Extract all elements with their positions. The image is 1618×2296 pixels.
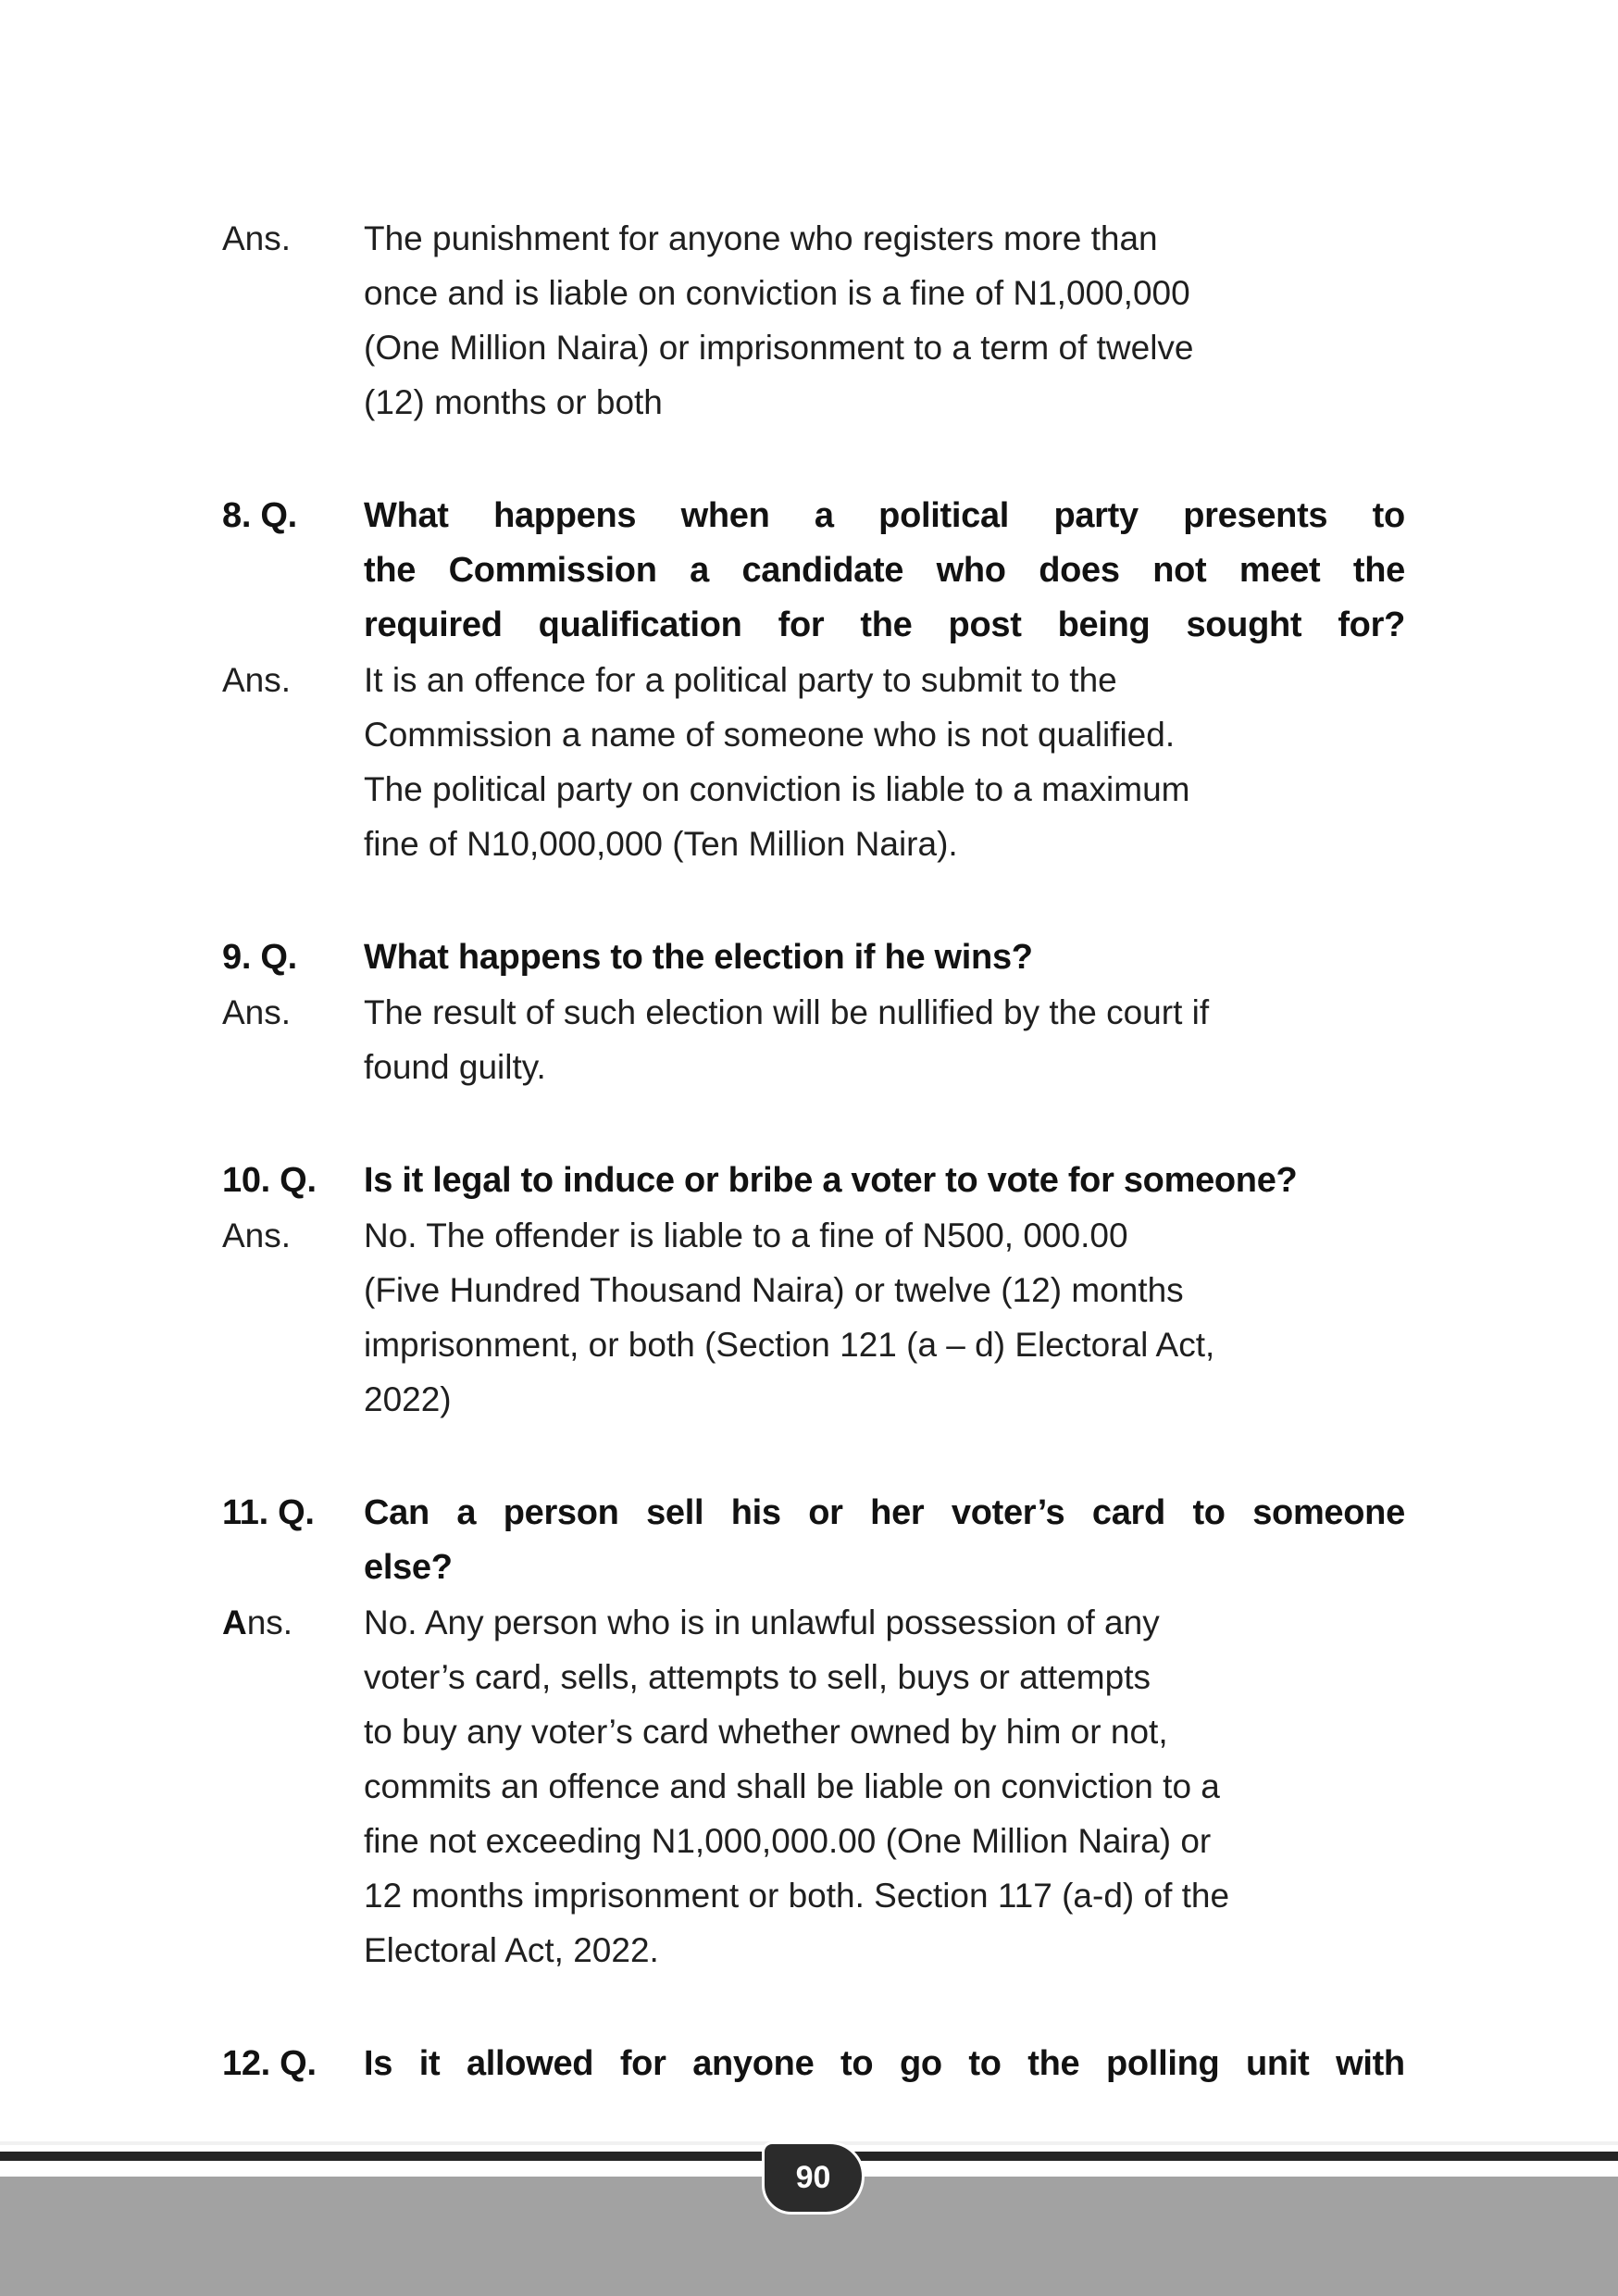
question-text <box>364 2037 1405 2091</box>
answer-label: Ans. <box>222 993 292 1031</box>
text-line: Is it allowed for anyone to go to the polling unit with <box>364 2044 1405 2083</box>
answer-text <box>364 1595 1405 1978</box>
text-line: Electoral Act, 2022. <box>364 1931 659 1969</box>
text-line: the Commission a candidate who does not meet the <box>364 551 1405 590</box>
question-part <box>222 489 1405 653</box>
question-text <box>364 489 1405 653</box>
text-line: found guilty. <box>364 1048 546 1086</box>
qa-section <box>222 1154 1405 1427</box>
question-label: 10. Q. <box>222 1161 317 1200</box>
question-part <box>222 1154 1405 1208</box>
text-line: commits an offence and shall be liable on conviction to a <box>364 1767 1220 1805</box>
text-line: No. Any person who is in unlawful possession of any <box>364 1603 1160 1641</box>
text-line: What happens to the election if he wins? <box>364 938 1033 977</box>
answer-text <box>364 1208 1405 1427</box>
text-line: imprisonment, or both (Section 121 (a – d) Electoral Act, <box>364 1326 1215 1364</box>
qa-section <box>222 489 1405 871</box>
qa-section <box>222 930 1405 1094</box>
answer-label: Ans. <box>222 1603 293 1641</box>
answer-label-bold-initial: A <box>222 1603 247 1641</box>
question-part <box>222 930 1405 985</box>
text-line: The result of such election will be nullified by the court if <box>364 993 1210 1031</box>
text-line: (One Million Naira) or imprisonment to a term of twelve <box>364 329 1194 367</box>
question-label: 8. Q. <box>222 496 297 535</box>
text-line: to buy any voter’s card whether owned by him or not, <box>364 1713 1168 1751</box>
qa-section <box>222 211 1405 430</box>
answer-part <box>222 211 1405 430</box>
answer-text <box>364 985 1405 1094</box>
text-line: voter’s card, sells, attempts to sell, buys or attempts <box>364 1658 1151 1696</box>
text-line: required qualification for the post being sought for? <box>364 605 1405 644</box>
text-line: fine not exceeding N1,000,000.00 (One Million Naira) or <box>364 1822 1212 1860</box>
answer-part <box>222 1595 1405 1978</box>
text-line: fine of N10,000,000 (Ten Million Naira). <box>364 825 958 863</box>
answer-part <box>222 985 1405 1094</box>
text-line: No. The offender is liable to a fine of N500, 000.00 <box>364 1217 1128 1254</box>
text-line: The political party on conviction is liable to a maximum <box>364 770 1190 808</box>
qa-section <box>222 2037 1405 2091</box>
text-line: (12) months or both <box>364 383 663 421</box>
qa-section <box>222 1486 1405 1978</box>
question-label: 9. Q. <box>222 938 297 977</box>
text-line: 2022) <box>364 1380 452 1418</box>
text-line: The punishment for anyone who registers more than <box>364 219 1158 257</box>
answer-part <box>222 653 1405 871</box>
question-text <box>364 930 1405 985</box>
question-part <box>222 1486 1405 1595</box>
text-line: It is an offence for a political party to submit to the <box>364 661 1117 699</box>
page-number: 90 <box>795 2160 831 2195</box>
text-line: (Five Hundred Thousand Naira) or twelve (12) months <box>364 1271 1184 1309</box>
question-text <box>364 1486 1405 1595</box>
page-number-badge <box>762 2141 865 2215</box>
qa-content <box>222 211 1405 2151</box>
answer-label: Ans. <box>222 1217 292 1254</box>
question-text <box>364 1154 1405 1208</box>
answer-part <box>222 1208 1405 1427</box>
text-line: What happens when a political party presents to <box>364 496 1405 535</box>
text-line: Is it legal to induce or bribe a voter to vote for someone? <box>364 1161 1298 1200</box>
question-part <box>222 2037 1405 2091</box>
text-line: Commission a name of someone who is not qualified. <box>364 716 1176 754</box>
answer-label: Ans. <box>222 661 292 699</box>
text-line: once and is liable on conviction is a fine of N1,000,000 <box>364 274 1190 312</box>
text-line: Can a person sell his or her voter’s card to someone <box>364 1493 1405 1532</box>
text-line: 12 months imprisonment or both. Section 117 (a-d) of the <box>364 1877 1230 1915</box>
question-label: 11. Q. <box>222 1493 315 1532</box>
answer-text <box>364 653 1405 871</box>
answer-text <box>364 211 1405 430</box>
answer-label: Ans. <box>222 219 292 257</box>
question-label: 12. Q. <box>222 2044 317 2083</box>
text-line: else? <box>364 1548 453 1587</box>
